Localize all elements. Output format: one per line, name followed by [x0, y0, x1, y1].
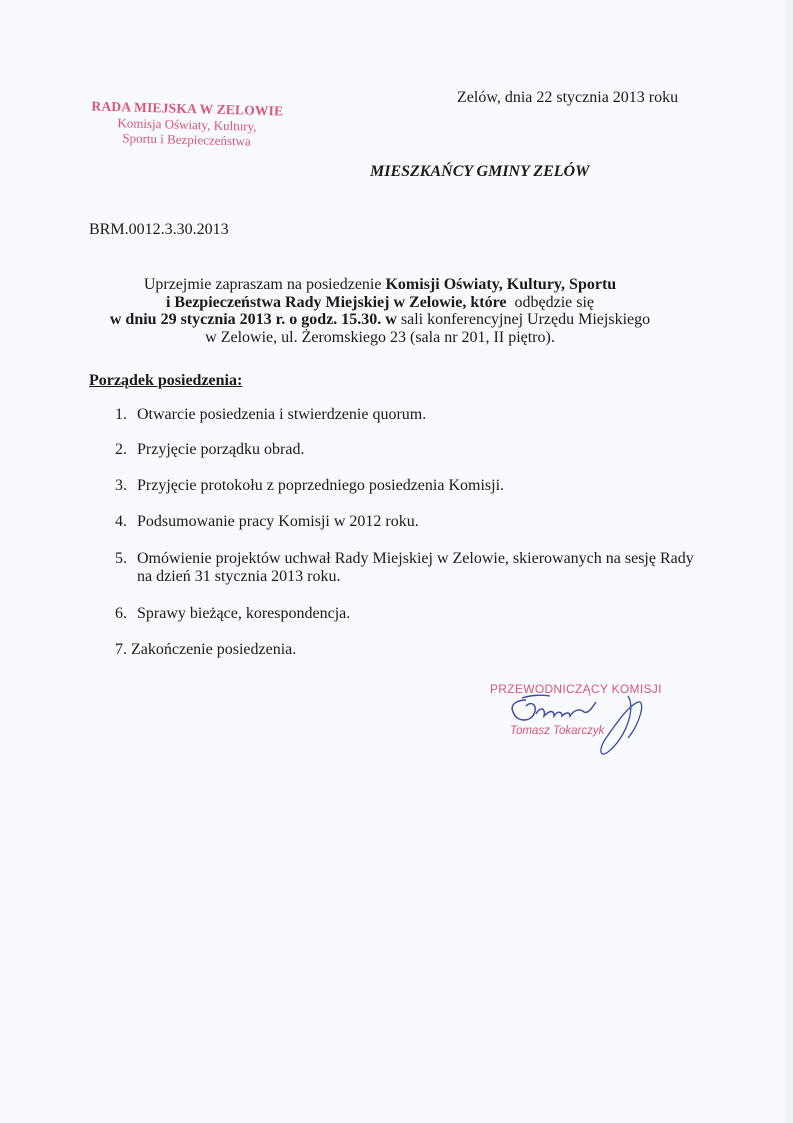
agenda-title: Porządek posiedzenia:	[89, 372, 243, 389]
signature-name: Tomasz Tokarczyk	[510, 725, 605, 737]
agenda-item-number: 5.	[115, 550, 127, 567]
agenda-item	[115, 641, 296, 659]
scan-edge	[785, 0, 793, 1123]
agenda-item	[115, 513, 419, 531]
recipient: MIESZKAŃCY GMINY ZELÓW	[370, 163, 590, 180]
agenda-item	[115, 441, 304, 459]
intro-bold-2: i Bezpieczeństwa Rady Miejskiej w Zelowie, które	[165, 293, 507, 311]
intro-text-3: sali konferencyjnej Urzędu Miejskiego	[396, 311, 651, 328]
agenda-item	[115, 605, 350, 623]
agenda-item-text: Podsumowanie pracy Komisji w 2012 roku.	[137, 513, 419, 530]
agenda-item	[115, 406, 426, 424]
agenda-item-number: 7.	[115, 641, 127, 658]
institution-stamp	[81, 98, 292, 149]
agenda-item-number: 6.	[115, 605, 127, 622]
agenda-item	[115, 550, 694, 586]
agenda-item	[115, 477, 504, 495]
date-line: Zelów, dnia 22 stycznia 2013 roku	[457, 89, 679, 106]
signature-role: PRZEWODNICZĄCY KOMISJI	[490, 682, 662, 696]
stamp-line-1: RADA MIEJSKA W ZELOWIE	[91, 98, 284, 119]
signature-stamp	[488, 678, 663, 768]
agenda-item-number: 3.	[115, 477, 127, 494]
agenda-item-number: 4.	[115, 513, 127, 530]
intro-text-4: w Zelowie, ul. Żeromskiego 23 (sala nr 201, II piętro).	[205, 328, 555, 346]
agenda-item-text: Przyjęcie porządku obrad.	[137, 441, 305, 458]
handwritten-signature	[488, 678, 663, 768]
agenda-item-text: Sprawy bieżące, korespondencja.	[137, 605, 351, 622]
agenda-item-number: 1.	[115, 406, 127, 423]
reference-number: BRM.0012.3.30.2013	[89, 221, 229, 238]
agenda-item-text: Omówienie projektów uchwał Rady Miejskiej w Zelowie, skierowanych na sesję Rady	[137, 550, 694, 567]
intro-bold-1: Komisji Oświaty, Kultury, Sportu	[385, 276, 617, 293]
agenda-item-text: Otwarcie posiedzenia i stwierdzenie quorum.	[137, 406, 427, 423]
agenda-item-text: Przyjęcie protokołu z poprzedniego posiedzenia Komisji.	[137, 477, 505, 494]
intro-text-1: Uprzejmie zapraszam na posiedzenie	[143, 276, 386, 293]
intro-bold-3: w dniu 29 stycznia 2013 r. o godz. 15.30. w	[109, 311, 397, 328]
agenda-item-text-cont: na dzień 31 stycznia 2013 roku.	[137, 568, 341, 585]
intro-text-2: odbędzie się	[506, 293, 595, 311]
stamp-line-3: Sportu i Bezpieczeństwa	[122, 130, 252, 149]
agenda-item-text-block	[137, 550, 694, 586]
agenda-item-text: Zakończenie posiedzenia.	[131, 641, 297, 658]
invitation-paragraph	[100, 276, 660, 346]
stamp-line-2: Komisja Oświaty, Kultury,	[117, 115, 257, 134]
agenda-item-number: 2.	[115, 441, 127, 458]
